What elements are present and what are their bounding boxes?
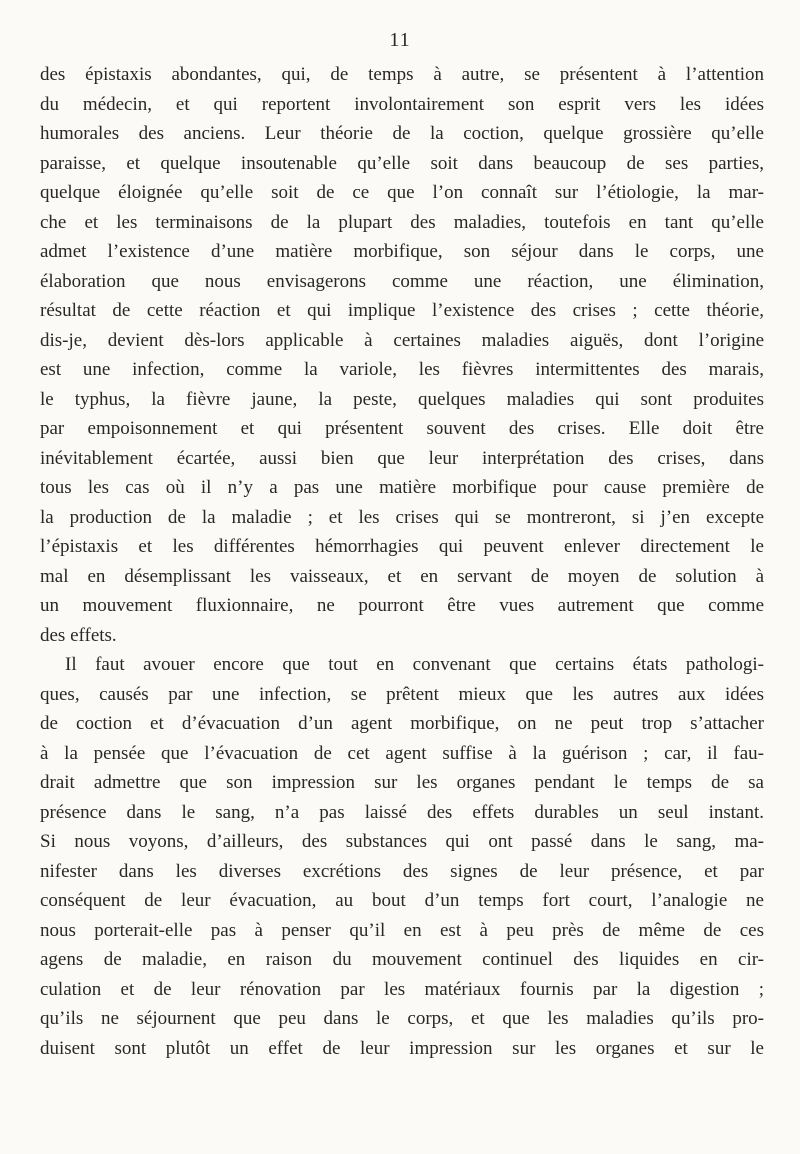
text-line: ques, causés par une infection, se prêtent mieux que les autres aux idées — [40, 683, 764, 705]
text-line: nifester dans les diverses excrétions des signes de leur présence, et par — [40, 860, 764, 882]
text-line: culation et de leur rénovation par les matériaux fournis par la digestion ; — [40, 978, 764, 1000]
text-line: est une infection, comme la variole, les fièvres intermittentes des marais, — [40, 359, 764, 380]
text-line: présence dans le sang, n’a pas laissé des effets durables un seul instant. — [40, 801, 764, 823]
text-line: duisent sont plutôt un effet de leur impression sur les organes et sur le — [40, 1037, 764, 1059]
text-line: des effets. — [40, 624, 117, 646]
text-line: humorales des anciens. Leur théorie de la coction, quelque grossière qu’elle — [40, 123, 764, 144]
text-line: résultat de cette réaction et qui implique l’existence des crises ; cette théorie, — [40, 300, 764, 321]
text-line: inévitablement écartée, aussi bien que leur interprétation des crises, dans — [40, 447, 764, 469]
text-line: che et les terminaisons de la plupart des maladies, toutefois en tant qu’elle — [40, 211, 764, 233]
text-line: Il faut avouer encore que tout en convenant que certains états pathologi- — [65, 654, 764, 675]
text-line: à la pensée que l’évacuation de cet agent suffise à la guérison ; car, il fau- — [40, 742, 764, 764]
body-text — [40, 60, 764, 1063]
page-number: 11 — [389, 29, 411, 51]
text-line: par empoisonnement et qui présentent souvent des crises. Elle doit être — [40, 418, 764, 439]
text-line: le typhus, la fièvre jaune, la peste, quelques maladies qui sont produites — [40, 388, 764, 410]
paragraph-1 — [40, 60, 764, 650]
text-line: l’épistaxis et les différentes hémorrhagies qui peuvent enlever directement le — [40, 536, 764, 557]
text-line: Si nous voyons, d’ailleurs, des substances qui ont passé dans le sang, ma- — [40, 831, 764, 852]
text-line: paraisse, et quelque insoutenable qu’elle soit dans beaucoup de ses parties, — [40, 152, 764, 174]
text-line: admet l’existence d’une matière morbifique, son séjour dans le corps, une — [40, 241, 764, 262]
text-line: conséquent de leur évacuation, au bout d’un temps fort court, l’analogie ne — [40, 890, 764, 911]
text-line: agens de maladie, en raison du mouvement continuel des liquides en cir- — [40, 949, 764, 970]
paragraph-2 — [40, 650, 764, 1063]
text-line: élaboration que nous envisagerons comme une réaction, une élimination, — [40, 270, 764, 292]
text-line: la production de la maladie ; et les crises qui se montreront, si j’en excepte — [40, 506, 764, 528]
text-line: quelque éloignée qu’elle soit de ce que l’on connaît sur l’étiologie, la mar- — [40, 182, 764, 203]
text-line: nous porterait-elle pas à penser qu’il en est à peu près de même de ces — [40, 919, 764, 941]
text-line: dis-je, devient dès-lors applicable à certaines maladies aiguës, dont l’origine — [40, 329, 764, 351]
text-line: drait admettre que son impression sur les organes pendant le temps de sa — [40, 772, 764, 793]
text-line: du médecin, et qui reportent involontairement son esprit vers les idées — [40, 93, 764, 115]
text-line: des épistaxis abondantes, qui, de temps à autre, se présentent à l’attention — [40, 64, 764, 85]
text-line: mal en désemplissant les vaisseaux, et en servant de moyen de solution à — [40, 565, 764, 587]
text-line: tous les cas où il n’y a pas une matière morbifique pour cause première de — [40, 477, 764, 498]
text-line: qu’ils ne séjournent que peu dans le corps, et que les maladies qu’ils pro- — [40, 1008, 764, 1029]
text-line: un mouvement fluxionnaire, ne pourront être vues autrement que comme — [40, 595, 764, 616]
text-line: de coction et d’évacuation d’un agent morbifique, on ne peut trop s’attacher — [40, 713, 764, 734]
